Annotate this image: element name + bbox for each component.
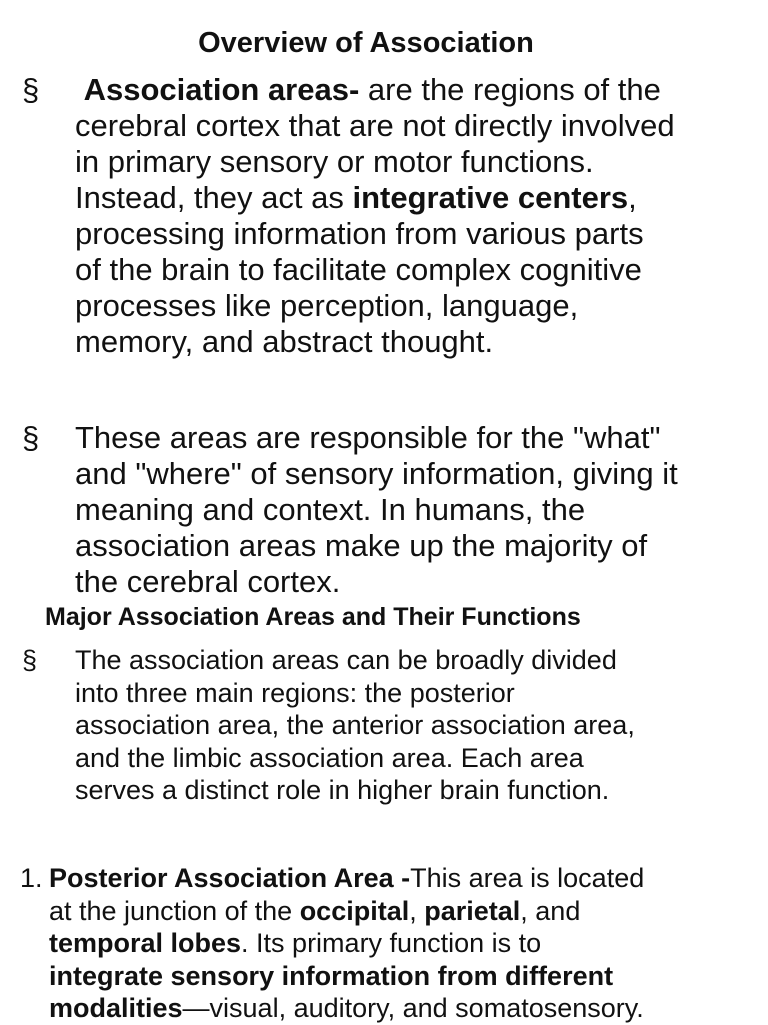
- bullet-text: These areas are responsible for the "what" and "where" of sensory information, giving it meaning and context. In humans, the association areas make up the majority of the cerebral cortex.: [75, 420, 678, 599]
- list-number: 1.: [20, 863, 43, 893]
- item-title: Posterior Association Area -: [49, 863, 411, 893]
- bullet-what-where: [22, 420, 758, 599]
- section-bullet-icon: §: [22, 420, 40, 455]
- page-title: Overview of Association: [198, 27, 534, 59]
- section-bullet-icon: §: [22, 72, 40, 107]
- section-bullet-icon: §: [22, 645, 38, 675]
- bullet-text: Association areas- are the regions of the cerebral cortex that are not directly involved in primary sensory or motor functions. Instead, they act as integrative centers, processing information from various parts of the brain to facilitate complex cognitive processes like perception, language, memory, and abstract thought.: [75, 72, 675, 359]
- section-heading: Major Association Areas and Their Functions: [45, 603, 581, 631]
- term-association-areas: Association areas-: [83, 72, 360, 107]
- term-integrative-centers: integrative centers: [352, 180, 629, 215]
- bullet-text: The association areas can be broadly divided into three main regions: the posterior association area, the anterior association area, and the limbic association area. Each area serves a distinct role in higher brain function.: [75, 645, 635, 805]
- list-item-text: Posterior Association Area -This area is located at the junction of the occipital, parietal, and temporal lobes. Its primary function is to integrate sensory information from different modalities—visual, auditory, and somatosensory.: [49, 863, 645, 1023]
